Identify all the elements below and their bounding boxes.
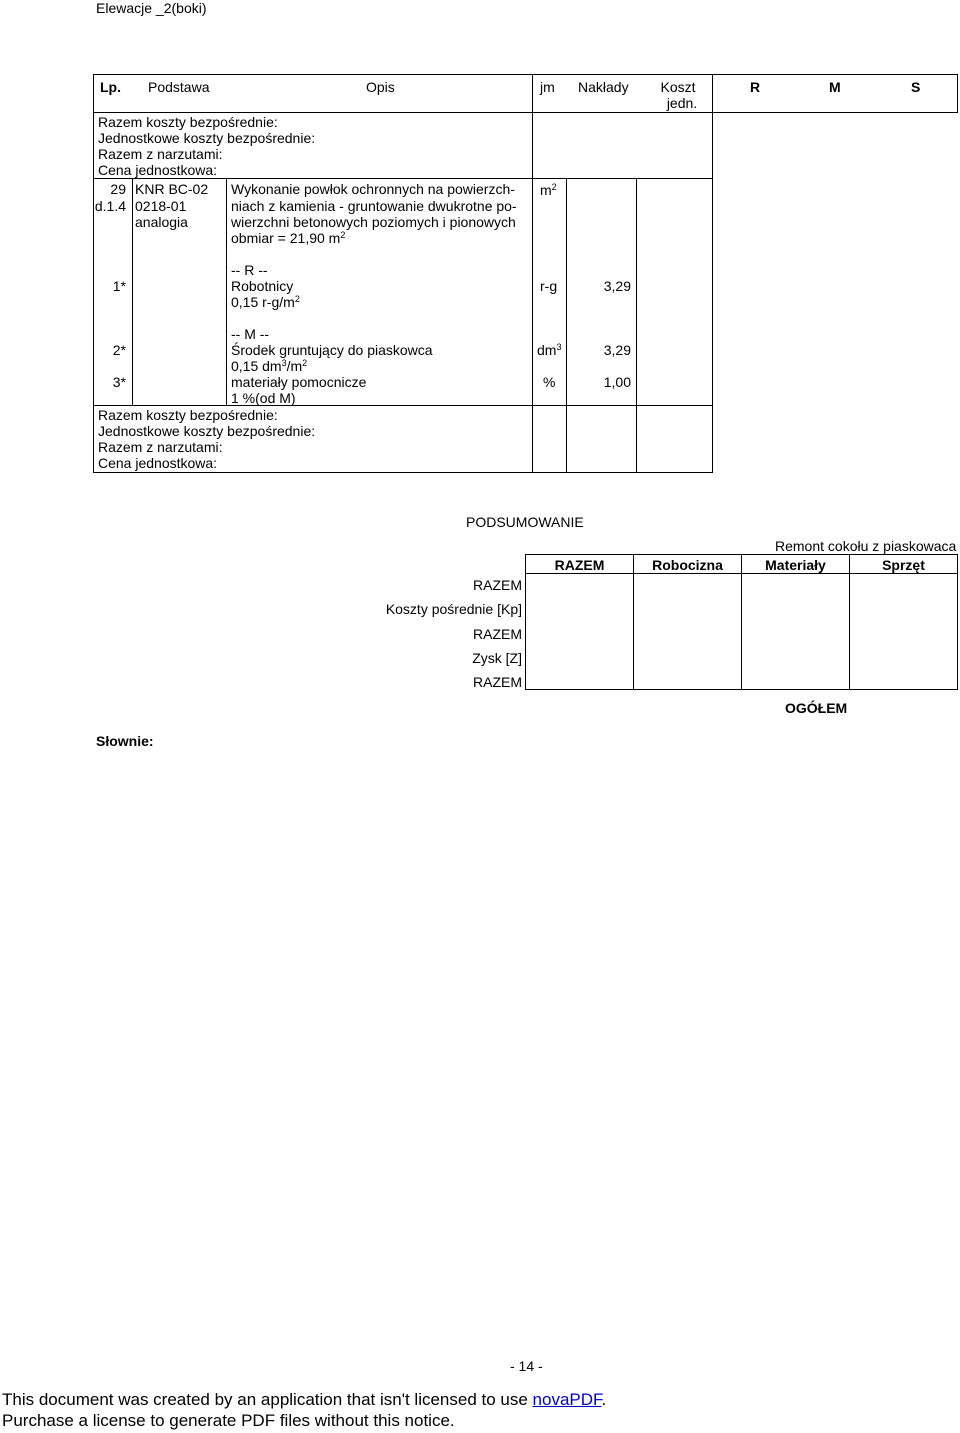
header-jm: jm [540, 79, 555, 95]
resource-3-unit: % [543, 374, 556, 390]
position-description-2: niach z kamienia - gruntowanie dwukrotne po- [231, 198, 517, 214]
table-border-top [93, 74, 958, 75]
header-podstawa: Podstawa [148, 79, 210, 95]
resource-1-unit: r-g [540, 278, 558, 294]
table-summary-divider [93, 405, 713, 406]
license-notice-line1 [2, 1390, 606, 1410]
header-koszt-jedn: jedn. [666, 95, 698, 111]
summary-col-sprzet: Sprzęt [882, 557, 925, 573]
resource-1-lp: 1* [112, 278, 126, 294]
obmiar-exponent: 2 [340, 230, 346, 240]
resource-3-amount: 1,00 [603, 374, 631, 390]
resource-2-amount: 3,29 [603, 342, 631, 358]
table-border-left [93, 74, 94, 473]
summary-title: PODSUMOWANIE [466, 514, 584, 530]
summary-col-robocizna: Robocizna [652, 557, 723, 573]
summary-grid-col-2 [633, 554, 634, 690]
resource-r-header: -- R -- [231, 262, 268, 278]
summary-col-razem: RAZEM [554, 557, 605, 573]
summary-row-koszty-posrednie: Koszty pośrednie [Kp] [385, 601, 522, 617]
position-lp: 29 [110, 181, 126, 197]
position-unit-exponent: 2 [551, 182, 557, 192]
resource-2-norm-tail-exponent: 2 [302, 358, 308, 368]
position-lp-ref: d.1.4 [94, 198, 126, 214]
resource-m-header: -- M -- [231, 326, 270, 342]
resource-3-norm: 1 %(od M) [231, 390, 296, 406]
bottom-label-razem-kb: Razem koszty bezpośrednie: [98, 407, 278, 423]
table-border-bottom [93, 472, 713, 473]
summary-total-label: OGÓŁEM [785, 700, 848, 716]
col-line-opis [532, 74, 533, 473]
header-s: S [911, 79, 921, 95]
summary-col-materialy: Materiały [765, 557, 826, 573]
table-border-right [957, 74, 958, 112]
resource-2-norm [231, 358, 307, 374]
summary-label-jednostkowe: Jednostkowe koszty bezpośrednie: [98, 130, 316, 146]
novapdf-link[interactable]: novaPDF [532, 1390, 602, 1409]
resource-3-lp: 3* [112, 374, 126, 390]
resource-2-unit [537, 342, 561, 358]
summary-grid-col-3 [741, 554, 742, 690]
resource-2-unit-exponent: 3 [556, 342, 562, 352]
header-opis: Opis [366, 79, 395, 95]
position-unit [540, 182, 557, 198]
position-obmiar [231, 230, 345, 246]
header-m: M [829, 79, 841, 95]
resource-2-norm-tail: /m [286, 358, 303, 374]
summary-grid-right [957, 554, 958, 690]
resource-1-amount: 3,29 [603, 278, 631, 294]
col-line-lp [132, 178, 133, 405]
position-unit-text: m [540, 182, 552, 198]
summary-row-razem-1: RAZEM [473, 577, 522, 593]
table-header-divider [93, 112, 958, 113]
summary-row-razem-3: RAZEM [473, 674, 522, 690]
bottom-label-jednostkowe: Jednostkowe koszty bezpośrednie: [98, 423, 316, 439]
resource-2-name: Środek gruntujący do piaskowca [231, 342, 433, 358]
page-number: - 14 - [510, 1358, 543, 1374]
resource-2-unit-text: dm [537, 342, 557, 358]
license-notice-line2: Purchase a license to generate PDF files without this notice. [2, 1411, 455, 1430]
obmiar-text: obmiar = 21,90 m [231, 230, 341, 246]
resource-2-norm-text: 0,15 dm [231, 358, 282, 374]
license-notice-text: This document was created by an application that isn't licensed to use [2, 1390, 533, 1409]
col-line-koszt [712, 74, 713, 473]
resource-1-name: Robotnicy [231, 278, 294, 294]
bottom-label-razem-narzuty: Razem z narzutami: [98, 439, 223, 455]
summary-grid-left [525, 554, 526, 690]
resource-1-norm [231, 294, 300, 310]
position-basis-2: 0218-01 [135, 198, 187, 214]
header-naklady: Nakłady [578, 79, 629, 95]
summary-label-razem-kb: Razem koszty bezpośrednie: [98, 114, 278, 130]
slownie-label: Słownie: [96, 733, 154, 749]
resource-1-norm-text: 0,15 r-g/m [231, 294, 295, 310]
resource-2-norm-exponent: 3 [281, 358, 287, 368]
summary-row-zysk: Zysk [Z] [472, 650, 522, 666]
summary-label-razem-narzuty: Razem z narzutami: [98, 146, 223, 162]
position-basis-3: analogia [135, 214, 188, 230]
bottom-label-cena: Cena jednostkowa: [98, 455, 218, 471]
header-r: R [750, 79, 761, 95]
position-basis-1: KNR BC-02 [135, 181, 209, 197]
summary-subtitle: Remont cokołu z piaskowaca [775, 538, 957, 554]
summary-row-razem-2: RAZEM [473, 626, 522, 642]
col-line-podstawa [226, 178, 227, 405]
summary-grid-col-4 [849, 554, 850, 690]
table-block-divider [93, 178, 713, 179]
col-line-jm [566, 178, 567, 473]
position-description-1: Wykonanie powłok ochronnych na powierzch- [231, 181, 515, 197]
license-notice-period: . [601, 1390, 607, 1409]
header-koszt: Koszt [660, 79, 696, 95]
resource-1-norm-exponent: 2 [294, 294, 300, 304]
col-line-naklady [636, 178, 637, 473]
resource-2-lp: 2* [112, 342, 126, 358]
summary-label-cena: Cena jednostkowa: [98, 162, 218, 178]
header-lp: Lp. [100, 79, 121, 95]
document-title: Elewacje _2(boki) [96, 0, 207, 16]
position-description-3: wierzchni betonowych poziomych i pionowych [231, 214, 516, 230]
resource-3-name: materiały pomocnicze [231, 374, 367, 390]
